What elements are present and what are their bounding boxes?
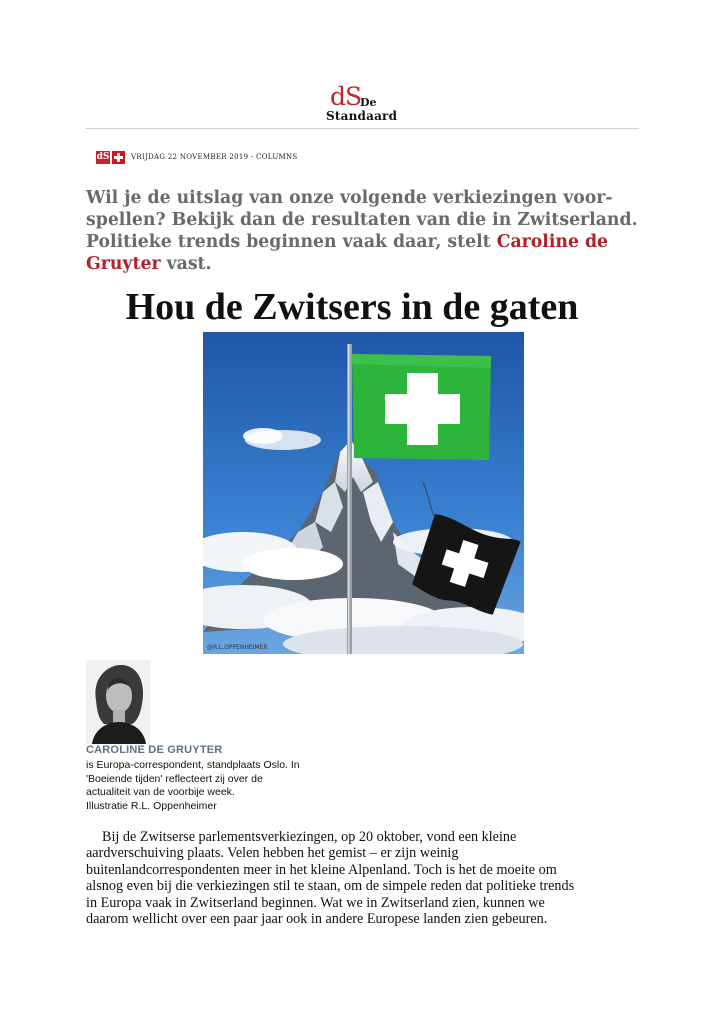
illustration-credit: @R.L.OPPENHEIMER: [207, 644, 268, 651]
body-line: alsnog even bij die verkiezingen stil te staan, om de simpele reden dat politieke trends: [86, 878, 575, 895]
body-line: Bij de Zwitserse parlementsverkiezingen, op 20 oktober, vond een kleine: [102, 829, 517, 845]
masthead-logo[interactable]: [326, 82, 410, 123]
body-line: daarom wellicht over een paar jaar ook in andere Europese landen zien gebeuren.: [86, 911, 548, 928]
article-headline: Hou de Zwitsers in de gaten: [125, 286, 579, 328]
intro-text: Wil je de uitslag van onze volgende verkiezingen voor-spellen? Bekijk dan de resultaten van die in Zwitserland. Politieke trends beginnen vaak daar, stelt: [86, 188, 638, 252]
author-bio: [86, 759, 346, 813]
body-line: in Europa vaak in Zwitserland beginnen. Wat we in Zwitserland zien, kunnen we: [86, 894, 545, 911]
bio-line: 'Boeiende tijden' reflecteert zij over de: [86, 772, 263, 785]
swiss-flag-icon: [112, 151, 125, 164]
article-body: [86, 829, 646, 927]
intro-text-end: vast.: [160, 254, 212, 274]
intro-author-link[interactable]: Caroline de Gruyter: [86, 232, 609, 274]
dateline-text: VRIJDAG 22 NOVEMBER 2019 - COLUMNS: [131, 153, 298, 161]
dateline: [96, 150, 298, 164]
masthead-de: De: [360, 96, 377, 109]
ds-mini-logo: dS: [96, 151, 110, 162]
bio-line: actualiteit van de voorbije week.: [86, 786, 235, 798]
bio-line: is Europa-correspondent, standplaats Oslo. In: [86, 759, 300, 771]
author-name[interactable]: CAROLINE DE GRUYTER: [86, 744, 223, 756]
article-illustration[interactable]: [203, 332, 524, 654]
body-line: buitenlandcorrespondenten meer in het kleine Alpenland. Toch is het de moeite om: [86, 861, 557, 878]
bio-line: Illustratie R.L. Oppenheimer: [86, 799, 217, 812]
header-divider: [86, 128, 639, 129]
masthead-ds: dS: [330, 82, 362, 111]
body-line: aardverschuiving plaats. Velen hebben het gemist – er zijn weinig: [86, 845, 459, 862]
article-intro: [86, 187, 646, 275]
matterhorn-flags-illustration: [203, 332, 524, 654]
masthead-standaard: Standaard: [326, 109, 398, 123]
author-portrait: [86, 660, 150, 744]
